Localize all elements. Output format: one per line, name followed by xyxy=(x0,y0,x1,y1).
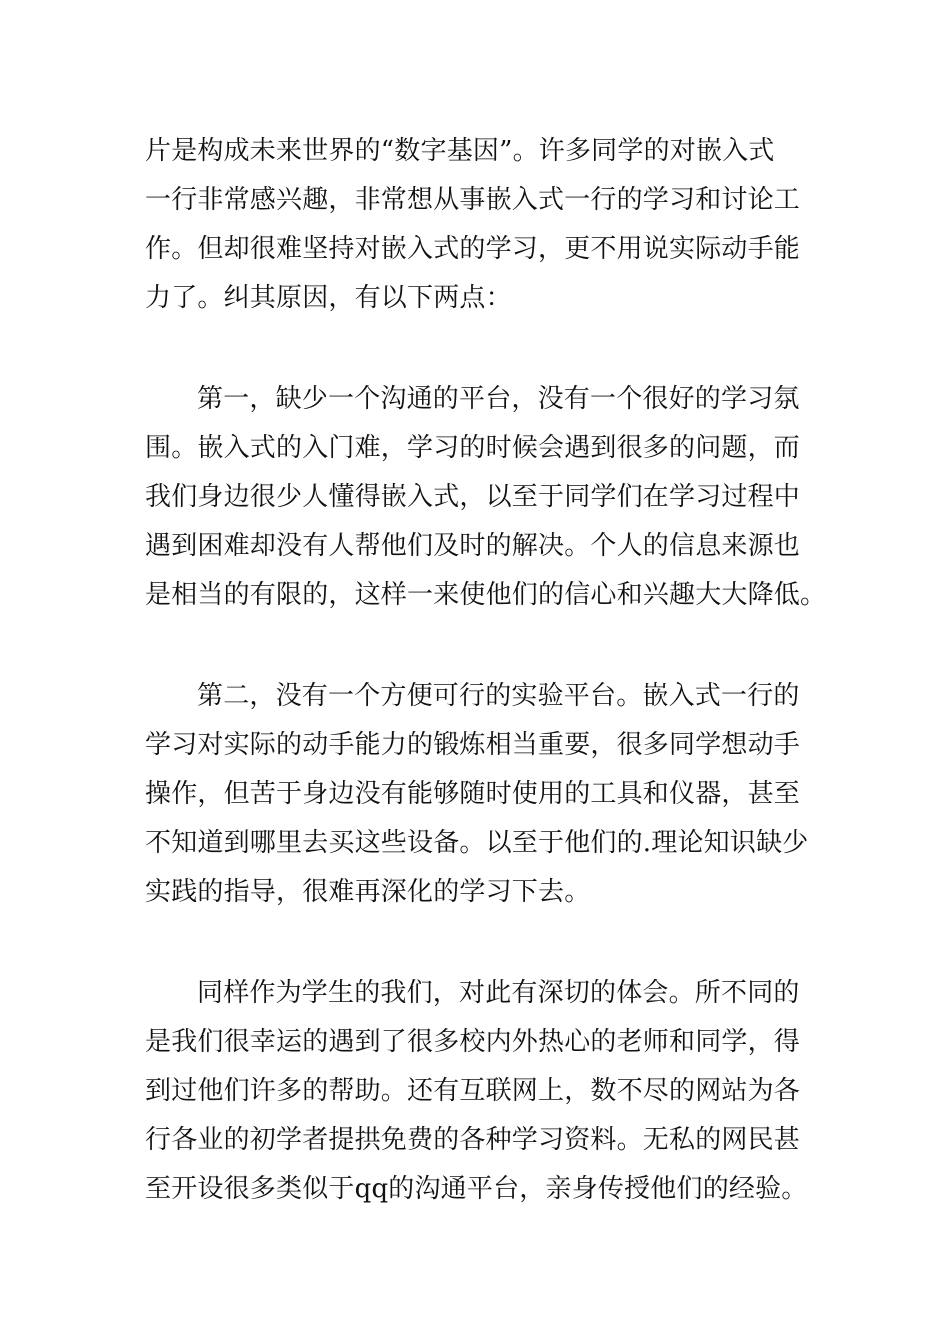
paragraph-3-line-3: 操作，但苦于身边没有能够随时使用的工具和仪器，甚至 xyxy=(145,779,801,809)
paragraph-4-line-3: 到过他们许多的帮助。还有互联网上，数不尽的网站为各 xyxy=(145,1076,801,1106)
paragraph-2-line-3: 我们身边很少人懂得嵌入式，以至于同学们在学习过程中 xyxy=(145,482,801,512)
paragraph-1-line-1: 片是构成未来世界的“数字基因”。许多同学的对嵌入式 xyxy=(145,136,775,166)
paragraph-1-line-4: 力了。纠其原因，有以下两点： xyxy=(145,283,512,313)
paragraph-4-line-5: 至开设很多类似于qq的沟通平台，亲身传授他们的经验。 xyxy=(145,1174,808,1204)
paragraph-4-line-1: 同样作为学生的我们，对此有深切的体会。所不同的 xyxy=(197,978,800,1008)
paragraph-2-line-4: 遇到困难却没有人帮他们及时的解决。个人的信息来源也 xyxy=(145,531,801,561)
paragraph-3-line-4: 不知道到哪里去买这些设备。以至于他们的.理论知识缺少 xyxy=(145,828,809,858)
paragraph-3-line-5: 实践的指导，很难再深化的学习下去。 xyxy=(145,877,591,907)
paragraph-1-line-2: 一行非常感兴趣，非常想从事嵌入式一行的学习和讨论工 xyxy=(145,185,801,215)
paragraph-4-line-2: 是我们很幸运的遇到了很多校内外热心的老师和同学，得 xyxy=(145,1027,801,1057)
paragraph-3-line-2: 学习对实际的动手能力的锻炼相当重要，很多同学想动手 xyxy=(145,730,801,760)
paragraph-2-line-1: 第一，缺少一个沟通的平台，没有一个很好的学习氛 xyxy=(197,384,800,414)
paragraph-1-line-3: 作。但却很难坚持对嵌入式的学习，更不用说实际动手能 xyxy=(145,234,801,264)
paragraph-3-line-1: 第二，没有一个方便可行的实验平台。嵌入式一行的 xyxy=(197,681,800,711)
paragraph-4-line-4: 行各业的初学者提拱免费的各种学习资料。无私的网民甚 xyxy=(145,1125,801,1155)
paragraph-2-line-2: 围。嵌入式的入门难，学习的时候会遇到很多的问题，而 xyxy=(145,433,801,463)
paragraph-2-line-5: 是相当的有限的，这样一来使他们的信心和兴趣大大降低。 xyxy=(145,580,827,610)
